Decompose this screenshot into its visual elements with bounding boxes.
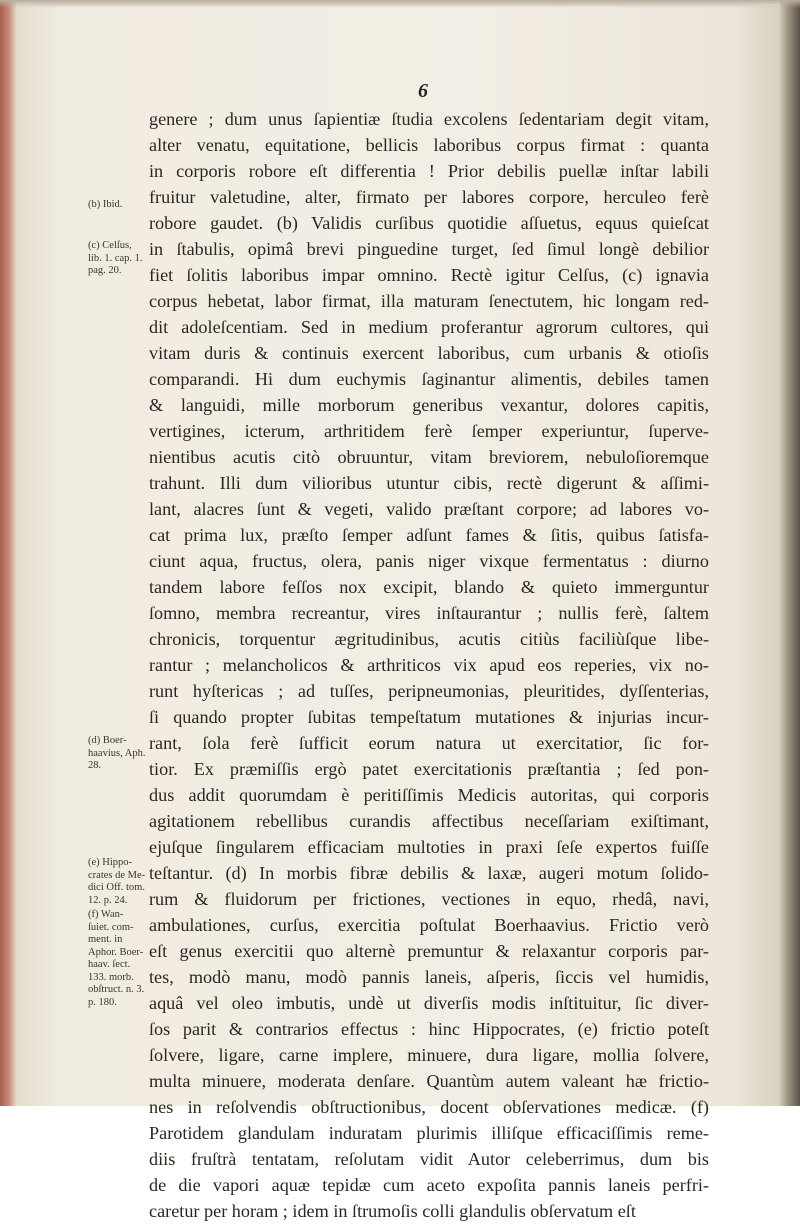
text-line: rant, ſola ferè ſufficit eorum natura ut exercitatior, ſic for- [149,733,709,753]
marginal-note-line: (b) Ibid. [88,199,123,210]
text-line: tior. Ex præmiſſis ergò patet exercitationis præſtantia ; ſed pon- [149,759,709,779]
text-line: ambulationes, curſus, exercitia poſtulat Boerhaavius. Frictio verò [149,915,709,935]
marginal-note-line: ſuiet. com- [88,921,134,933]
text-line: multa minuere, moderata denſare. Quantùm autem valeant hæ frictio- [149,1071,709,1091]
text-line: runt hyſtericas ; ad tuſſes, peripneumonias, pleuritides, dyſſenterias, [149,681,709,701]
marginal-note-line: pag. 20. [88,265,122,276]
marginal-note-line: 28. [88,760,102,771]
marginal-note-line: 12. p. 24. [88,894,128,906]
text-line: corpus hebetat, labor firmat, illa maturam ſenectutem, hic longam red- [149,291,709,311]
text-line: caretur per horam ; idem in ſtrumoſis colli glandulis obſervatum eſt [149,1201,636,1221]
text-line: dit adoleſcentiam. Sed in medium proferantur agrorum cultores, qui [149,317,709,337]
marginal-note-line: dici Off. tom. [88,882,145,893]
text-line: tandem labore feſſos nox excipit, blando & quieto immerguntur [149,577,709,597]
text-line: ſi quando propter ſubitas tempeſtatum mutationes & injurias incur- [149,707,709,727]
text-line: comparandi. Hi dum euchymis ſaginantur alimentis, debiles tamen [149,369,709,389]
marginal-note-line: (d) Boer- [88,735,127,746]
text-line: Parotidem glandulam induratam plurimis illiſque efficaciſſimis reme- [149,1123,709,1143]
marginal-note-line: crates de Me- [88,869,146,881]
marginal-note-c [88,240,150,278]
text-line: nientibus acutis citò obruuntur, vitam breviorem, nebuloſioremque [149,447,709,467]
text-line: lant, alacres ſunt & vegeti, valido præſtant corpore; ad labores vo- [149,499,709,519]
marginal-note-f [88,909,150,1009]
page-top-shadow [0,0,800,8]
text-line: tes, modò manu, modò pannis laneis, aſperis, ſiccis vel humidis, [149,967,709,987]
text-line: de die vapori aquæ tepidæ cum aceto expoſita pannis laneis perfri- [149,1175,709,1195]
text-line: fiet ſolitis laboribus impar omnino. Rectè igitur Celſus, (c) ignavia [149,265,709,285]
body-text [149,106,709,1224]
text-line: in ſtabulis, opimâ brevi pinguedine turget, ſed ſimul longè debilior [149,239,709,259]
text-line: eſt genus exercitii quo alternè premuntur & relaxantur corporis par- [149,941,709,961]
text-line: diis fruſtrà tentatam, reſolutam vidit Autor celeberrimus, dum bis [149,1149,709,1169]
text-line: rantur ; melancholicos & arthriticos vix apud eos reperies, vix no- [149,655,709,675]
marginal-note-e [88,857,150,907]
marginal-note-line: (f) Wan- [88,909,124,920]
text-line: ciunt aqua, fructus, olera, panis niger vixque fermentatus : diurno [149,551,709,571]
marginal-note-line: lib. 1. cap. 1. [88,252,143,264]
text-line: ſomno, membra recreantur, vires inſtaurantur ; nullis ferè, ſaltem [149,603,709,623]
text-line: trahunt. Illi dum vilioribus utuntur cibis, rectè digerunt & aſſimi- [149,473,709,493]
text-line: rum & fluidorum per frictiones, vectiones in equo, rhedâ, navi, [149,889,709,909]
text-line: agitationem rebellibus curandis affectibus neceſſariam exiſtimant, [149,811,709,831]
marginal-note-line: obſtruct. n. 3. [88,984,145,995]
text-line: vitam duris & continuis exercent laboribus, cum urbanis & otioſis [149,343,709,363]
text-line: & languidi, mille morborum generibus vexantur, dolores capitis, [149,395,709,415]
text-line: ſos parit & contrarios effectus : hinc Hippocrates, (e) frictio poteſt [149,1019,709,1039]
marginal-note-line: p. 180. [88,996,117,1008]
text-line: chronicis, torquentur ægritudinibus, acutis citiùs faciliùſque libe- [149,629,709,649]
marginal-note-line: ment. in [88,934,123,945]
marginal-note-d [88,735,150,773]
marginal-note-line: 133. morb. [88,971,134,983]
text-line: genere ; dum unus ſapientiæ ſtudia excolens ſedentariam degit vitam, [149,109,709,129]
text-line: cat prima lux, præſto ſemper adſunt fames & ſitis, quibus ſatisfa- [149,525,709,545]
text-line: alter venatu, equitatione, bellicis laboribus corpus firmat : quanta [149,135,709,155]
book-spine-edge [0,0,16,1106]
text-line: ejuſque ſingularem efficaciam multoties in praxi ſeſe expertos fuiſſe [149,837,709,857]
text-line: nes in reſolvendis obſtructionibus, docent obſervationes medicæ. (f) [149,1097,709,1117]
marginal-note-b [88,199,150,212]
text-line: in corporis robore eſt differentia ! Prior debilis puellæ inſtar labili [149,161,709,181]
text-line: vertigines, icterum, arthritidem ferè ſemper experiuntur, ſuperve- [149,421,709,441]
text-line: aquâ vel oleo imbutis, undè ut diverſis modis inſtituitur, ſic diver- [149,993,709,1013]
text-line: dus addit quorumdam è peritiſſimis Medicis autoritas, qui corporis [149,785,709,805]
marginal-note-line: haav. ſect. [88,959,131,970]
text-line: ſolvere, ligare, carne implere, minuere, dura ligare, mollia ſolvere, [149,1045,709,1065]
page-fore-edge [780,0,800,1106]
text-line: teſtantur. (d) In morbis fibræ debilis & laxæ, augeri motum ſolido- [149,863,709,883]
marginal-note-line: (e) Hippo- [88,857,133,868]
text-line: fruitur valetudine, alter, firmato per labores corpore, herculeo ferè [149,187,709,207]
text-line: robore gaudet. (b) Validis curſibus quotidie aſſuetus, equus quieſcat [149,213,709,233]
page-number: 6 [418,80,428,102]
marginal-note-line: Aphor. Boer- [88,946,144,958]
marginal-note-line: (c) Celſus, [88,240,132,251]
marginal-note-line: haavius, Aph. [88,747,146,759]
